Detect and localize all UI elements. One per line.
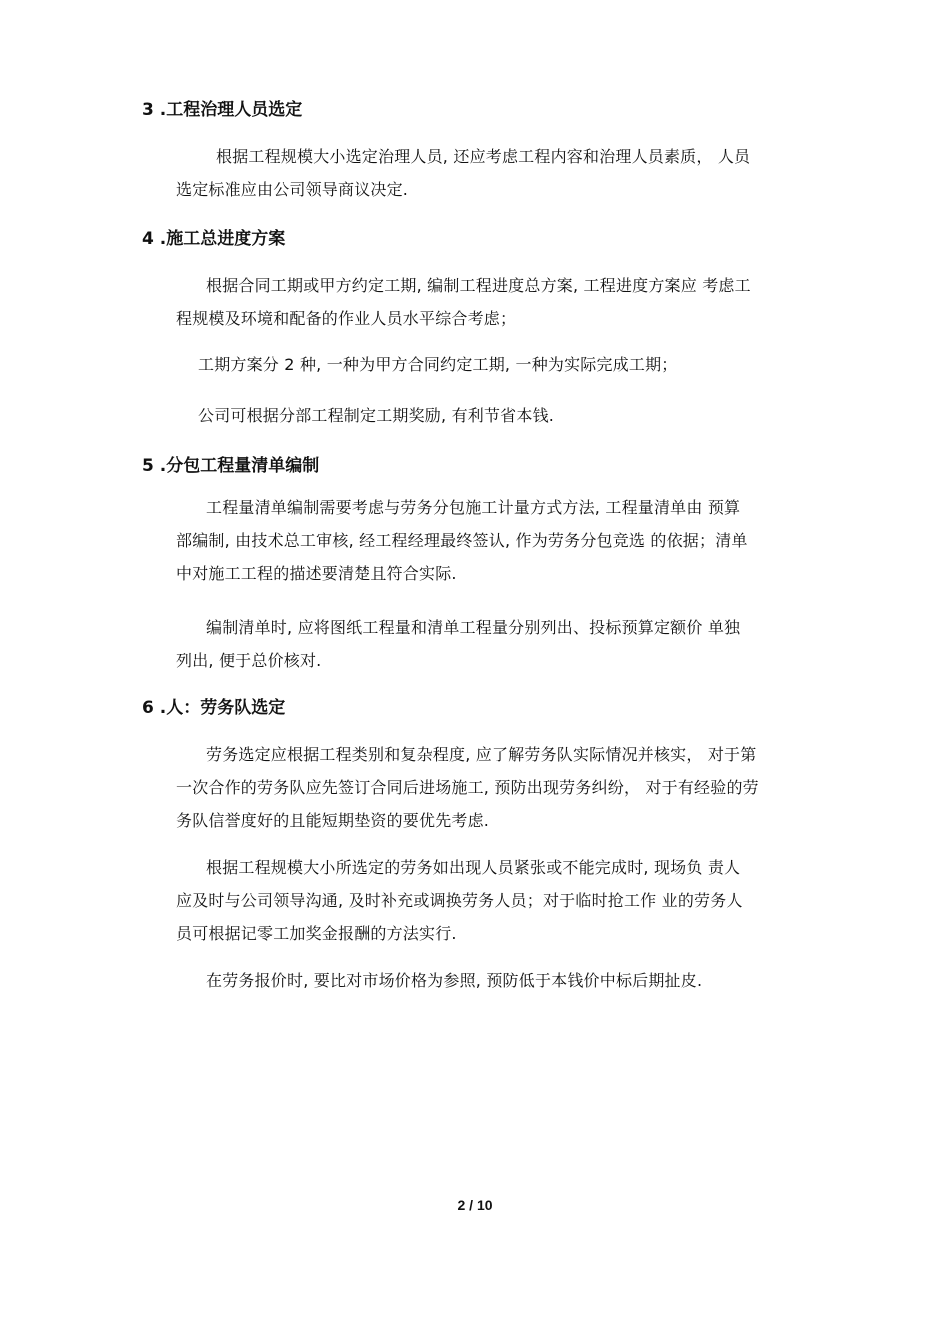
paragraph-line: 根据工程规模大小所选定的劳务如出现人员紧张或不能完成时, 现场负 责人 (206, 858, 741, 877)
paragraph-line: 工程量清单编制需要考虑与劳务分包施工计量方式方法, 工程量清单由 预算 (206, 498, 741, 517)
paragraph-line: 应及时与公司领导沟通, 及时补充或调换劳务人员；对于临时抢工作 业的劳务人 (176, 891, 743, 910)
section-heading-5: 5 .分包工程量清单编制 (142, 456, 320, 476)
paragraph-3-1 (176, 140, 826, 206)
paragraph-line: 列出, 便于总价核对. (176, 651, 322, 670)
paragraph-6-2 (176, 851, 826, 950)
paragraph-4-3: 公司可根据分部工程制定工期奖励, 有利节省本钱. (198, 406, 555, 425)
paragraph-6-1 (176, 738, 826, 837)
paragraph-line: 根据合同工期或甲方约定工期, 编制工程进度总方案, 工程进度方案应 考虑工 (206, 276, 751, 295)
paragraph-line: 一次合作的劳务队应先签订合同后进场施工, 预防出现劳务纠纷， 对于有经验的劳 (176, 778, 759, 797)
paragraph-line: 中对施工工程的描述要清楚且符合实际. (176, 564, 457, 583)
paragraph-6-3: 在劳务报价时, 要比对市场价格为参照, 预防低于本钱价中标后期扯皮. (206, 971, 703, 990)
section-heading-3: 3 .工程治理人员选定 (142, 100, 303, 120)
section-heading-4: 4 .施工总进度方案 (142, 229, 286, 249)
paragraph-4-1 (176, 269, 826, 335)
paragraph-line: 编制清单时, 应将图纸工程量和清单工程量分别列出、投标预算定额价 单独 (206, 618, 741, 637)
paragraph-line: 选定标准应由公司领导商议决定. (176, 180, 409, 199)
paragraph-4-2: 工期方案分 2 种, 一种为甲方合同约定工期, 一种为实际完成工期； (198, 355, 678, 374)
paragraph-line: 程规模及环境和配备的作业人员水平综合考虑； (176, 309, 517, 328)
paragraph-line: 员可根据记零工加奖金报酬的方法实行. (176, 924, 457, 943)
section-heading-6: 6 .人：劳务队选定 (142, 698, 286, 718)
page-number: 2 / 10 (457, 1197, 493, 1213)
paragraph-5-1 (176, 491, 826, 590)
paragraph-line: 根据工程规模大小选定治理人员, 还应考虑工程内容和治理人员素质， 人员 (216, 147, 751, 166)
paragraph-line: 部编制, 由技术总工审核, 经工程经理最终签认, 作为劳务分包竞选 的依据；清单 (176, 531, 748, 550)
paragraph-5-2 (176, 611, 826, 677)
paragraph-line: 劳务选定应根据工程类别和复杂程度, 应了解劳务队实际情况并核实， 对于第 (206, 745, 757, 764)
paragraph-line: 务队信誉度好的且能短期垫资的要优先考虑. (176, 811, 490, 830)
